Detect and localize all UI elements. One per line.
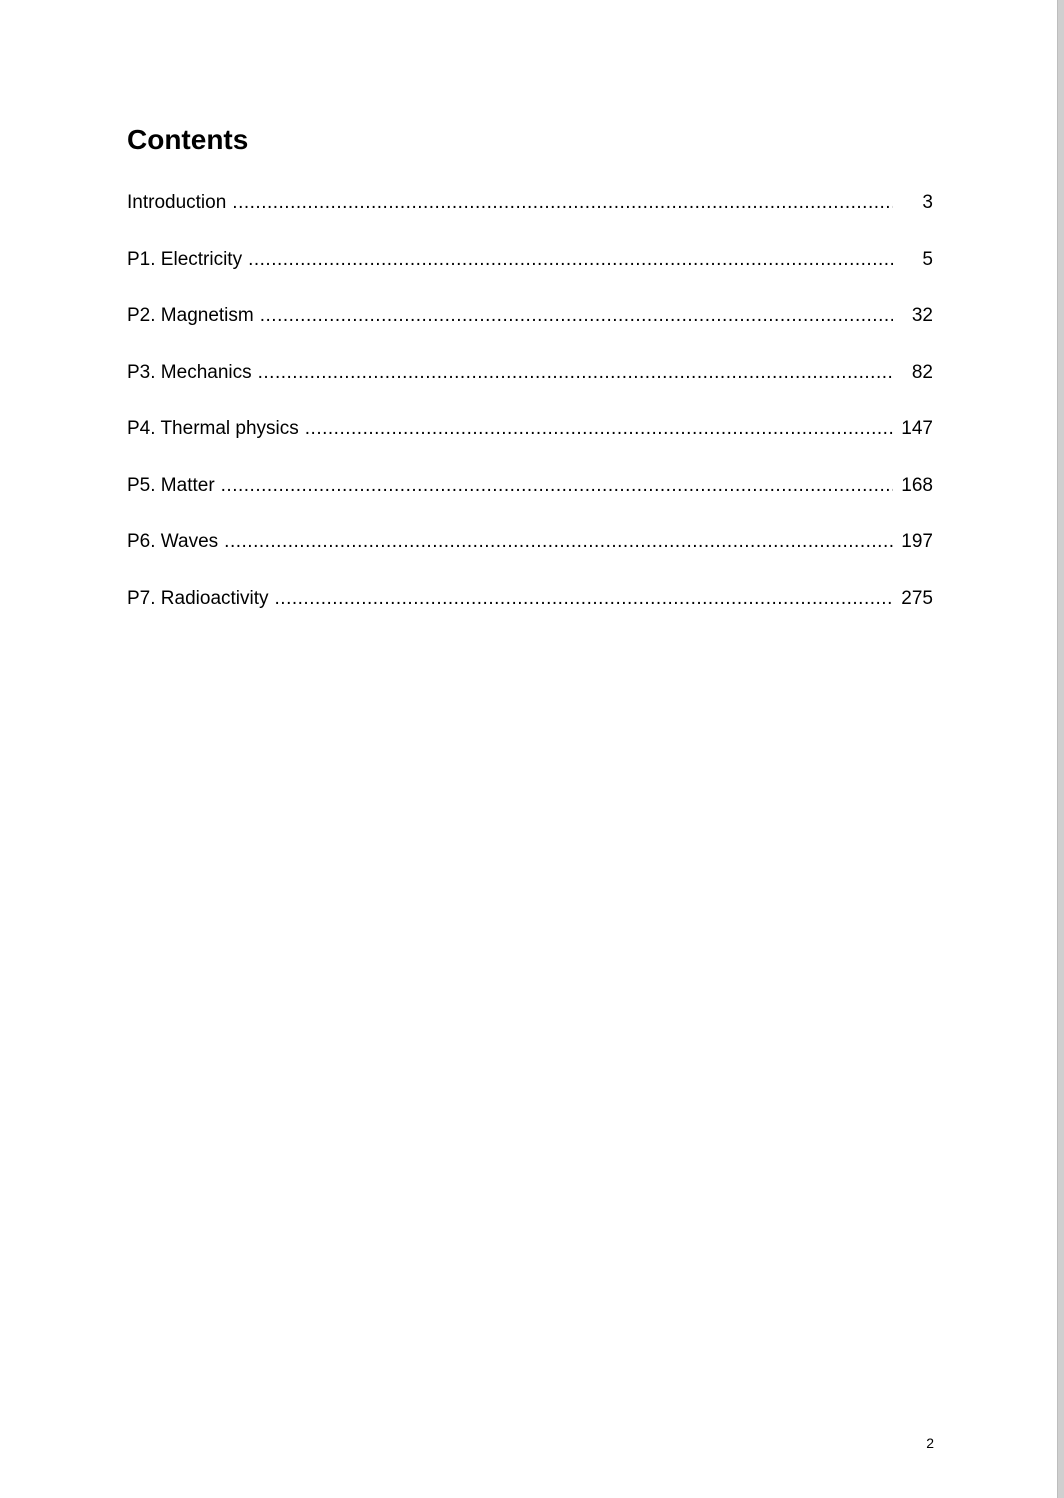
toc-entry-page: 5 bbox=[922, 248, 933, 270]
toc-entry-page: 147 bbox=[901, 418, 933, 439]
toc-entry-radioactivity[interactable] bbox=[127, 585, 933, 642]
toc-dot-leader bbox=[232, 189, 893, 217]
toc-entry-label: P1. Electricity bbox=[127, 248, 243, 270]
toc-entry-waves[interactable] bbox=[127, 528, 933, 585]
toc-entry-label: P7. Radioactivity bbox=[127, 587, 269, 609]
toc-entry-label: P3. Mechanics bbox=[127, 361, 252, 383]
toc-entry-page: 82 bbox=[911, 361, 933, 383]
table-of-contents bbox=[127, 189, 933, 641]
toc-dot-leader bbox=[275, 585, 893, 613]
toc-entry-label: P4. Thermal physics bbox=[127, 418, 299, 439]
toc-entry-page: 275 bbox=[901, 587, 933, 609]
toc-entry-label: P5. Matter bbox=[127, 474, 215, 496]
toc-entry-label: P2. Magnetism bbox=[127, 305, 254, 326]
toc-entry-label: Introduction bbox=[127, 192, 227, 213]
toc-entry-electricity[interactable] bbox=[127, 246, 933, 303]
page-number: 2 bbox=[926, 1435, 934, 1451]
toc-entry-page: 168 bbox=[901, 474, 933, 496]
toc-entry-mechanics[interactable] bbox=[127, 359, 933, 416]
toc-entry-thermal-physics[interactable] bbox=[127, 415, 933, 472]
toc-entry-magnetism[interactable] bbox=[127, 302, 933, 359]
toc-dot-leader bbox=[224, 528, 893, 556]
toc-entry-matter[interactable] bbox=[127, 472, 933, 529]
toc-dot-leader bbox=[305, 415, 893, 443]
toc-entry-page: 197 bbox=[901, 531, 933, 552]
toc-entry-page: 32 bbox=[911, 305, 933, 326]
toc-dot-leader bbox=[221, 472, 893, 500]
toc-entry-introduction[interactable] bbox=[127, 189, 933, 246]
toc-dot-leader bbox=[248, 246, 893, 274]
toc-dot-leader bbox=[258, 359, 893, 387]
toc-dot-leader bbox=[260, 302, 893, 330]
toc-entry-page: 3 bbox=[922, 192, 933, 213]
page-edge bbox=[1057, 0, 1064, 1498]
page-title: Contents bbox=[127, 124, 249, 155]
toc-entry-label: P6. Waves bbox=[127, 531, 219, 552]
